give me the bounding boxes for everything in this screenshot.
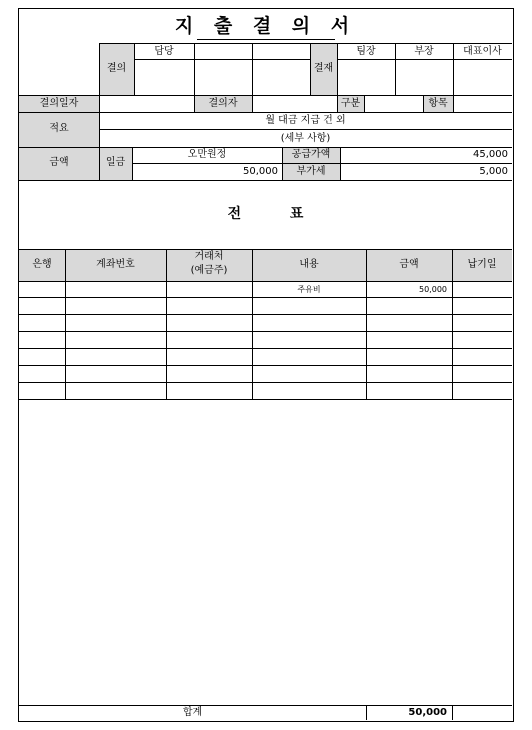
table-row-2[interactable]: [19, 297, 512, 314]
total-label: 합계: [182, 707, 203, 718]
amount-numeric[interactable]: 50,000: [243, 166, 278, 177]
signature-cell-ceo[interactable]: [453, 59, 512, 95]
row1-content[interactable]: 주유비: [297, 285, 321, 294]
table-row-6[interactable]: [19, 365, 512, 382]
category-label: 구분: [340, 98, 361, 109]
header-due-date: 납기일: [467, 259, 497, 270]
voucher-title: 전 표: [227, 206, 304, 222]
header-account-number: 계좌번호: [96, 259, 135, 270]
total-value: 50,000: [408, 707, 447, 718]
approval-role-manager: 부장: [414, 46, 434, 57]
signature-cell-team-leader[interactable]: [337, 59, 395, 95]
amount-label: 금액: [49, 157, 69, 168]
signature-cell-dandang[interactable]: [134, 59, 194, 95]
summary-line-2[interactable]: (세부 사항): [280, 133, 331, 144]
approval-role-dandang: 담당: [154, 46, 174, 57]
table-row-4[interactable]: [19, 331, 512, 348]
item-field[interactable]: [453, 95, 512, 112]
approval-role-ceo: 대표이사: [463, 46, 502, 57]
gyeoljae-label: 결재: [313, 63, 334, 74]
amount-korean[interactable]: 오만원정: [187, 149, 227, 160]
supply-amount-value[interactable]: 45,000: [473, 149, 508, 160]
row1-amount[interactable]: 50,000: [419, 285, 447, 294]
signature-cell-manager[interactable]: [395, 59, 453, 95]
table-row-7[interactable]: [19, 382, 512, 399]
item-label: 항목: [428, 98, 448, 109]
approval-role-team-leader: 팀장: [356, 46, 376, 57]
resolver-label: 결의자: [208, 98, 238, 109]
gyeol-label: 결의: [106, 63, 127, 74]
category-field[interactable]: [364, 95, 423, 112]
supply-amount-label: 공급가액: [291, 149, 331, 160]
header-bank: 은행: [32, 259, 52, 270]
expense-resolution-form: [18, 8, 514, 722]
ilgeum-label: 일금: [105, 157, 126, 168]
table-row-5[interactable]: [19, 348, 512, 365]
table-row-3[interactable]: [19, 314, 512, 331]
resolution-date-label: 결의일자: [39, 98, 79, 109]
vat-label: 부가세: [296, 166, 326, 177]
header-payee: 거래처 (예금주): [190, 251, 228, 276]
title-underline: [197, 39, 335, 40]
header-content: 내용: [299, 259, 319, 270]
page-title: 지 출 결 의 서: [174, 15, 357, 37]
signature-cell-blank-2[interactable]: [252, 59, 310, 95]
summary-label: 적요: [49, 123, 69, 134]
summary-line-1[interactable]: 월 대금 지급 건 외: [265, 115, 346, 126]
header-amount: 금액: [399, 259, 419, 270]
signature-cell-blank-1[interactable]: [194, 59, 252, 95]
vat-value[interactable]: 5,000: [479, 166, 508, 177]
